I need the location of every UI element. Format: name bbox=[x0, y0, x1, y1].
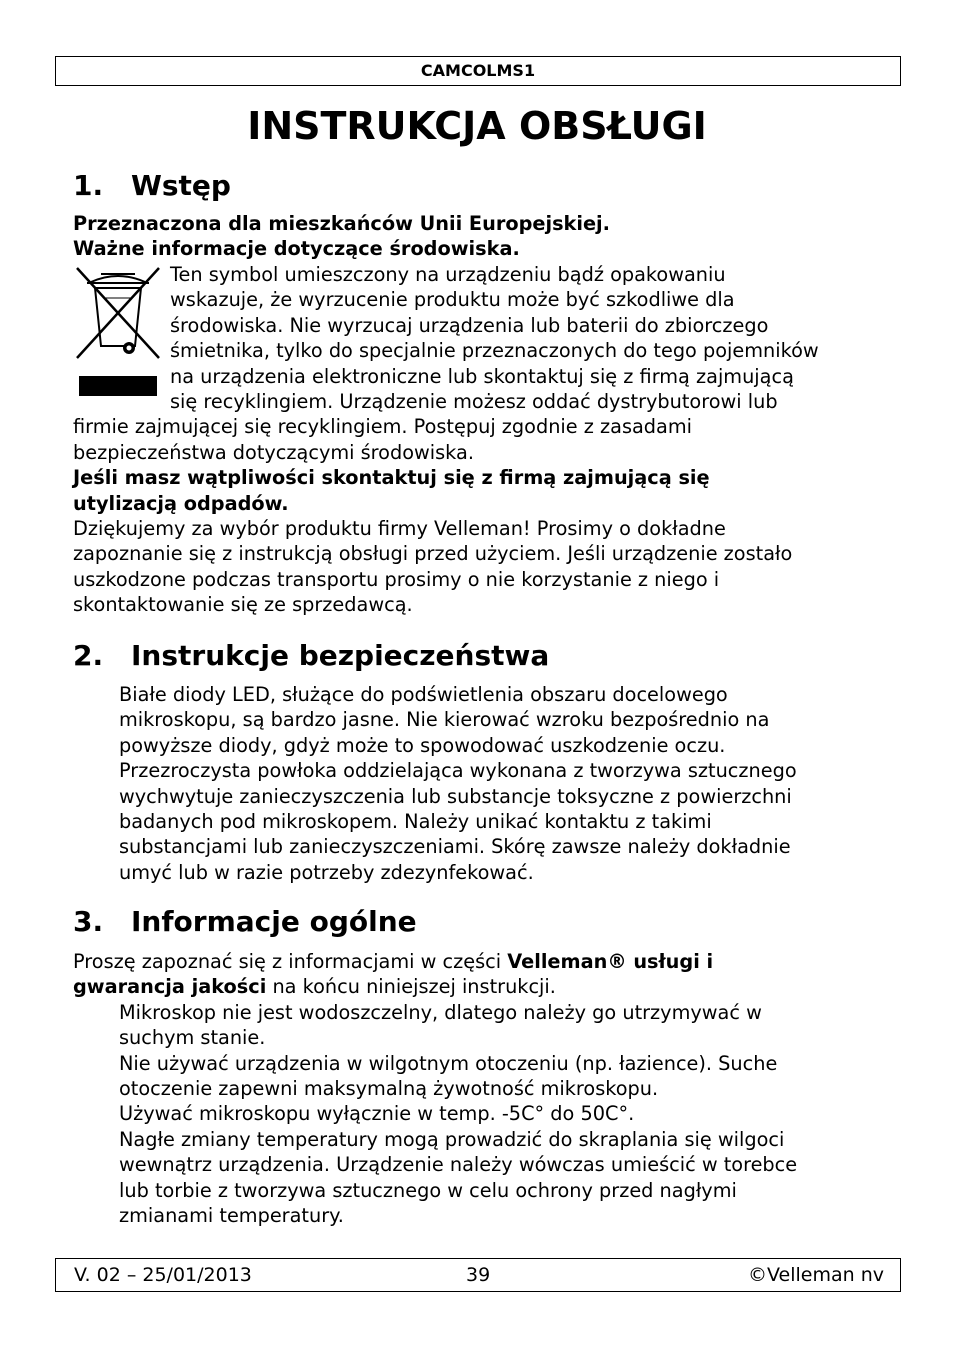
weee-text-line-4: śmietnika, tylko do specjalnie przeznaczonych do tego pojemników bbox=[170, 339, 819, 363]
thanks-line-4: skontaktowanie się ze sprzedawcą. bbox=[73, 593, 413, 617]
general-line-5: Używać mikroskopu wyłącznie w temp. -5C° do 50C°. bbox=[119, 1102, 635, 1126]
general-intro-text-b: na końcu niniejszej instrukcji. bbox=[266, 975, 556, 999]
general-intro-line-2 bbox=[73, 974, 556, 999]
footer-version: V. 02 – 25/01/2013 bbox=[74, 1264, 252, 1286]
environment-info-line: Ważne informacje dotyczące środowiska. bbox=[73, 237, 520, 261]
general-intro-bold-b: gwarancja jakości bbox=[73, 975, 267, 999]
footer bbox=[55, 1258, 901, 1292]
weee-text-line-5: na urządzenia elektroniczne lub skontaktuj się z firmą zajmującą bbox=[170, 364, 794, 388]
eu-residents-line: Przeznaczona dla mieszkańców Unii Europejskiej. bbox=[73, 212, 610, 235]
section-3-heading bbox=[73, 904, 417, 940]
general-line-6: Nagłe zmiany temperatury mogą prowadzić do skraplania się wilgoci bbox=[119, 1127, 785, 1151]
general-intro-bold-a: Velleman® usługi i bbox=[507, 950, 714, 973]
safety-line-5: wychwytuje zanieczyszczenia lub substancje toksyczne z powierzchni bbox=[119, 784, 792, 808]
weee-text-line-2: wskazuje, że wyrzucenie produktu może być szkodliwe dla bbox=[170, 288, 735, 312]
general-line-8: lub torbie z tworzywa sztucznego w celu ochrony przed nagłymi bbox=[119, 1178, 737, 1202]
thanks-line-3: uszkodzone podczas transportu prosimy o nie korzystanie z niego i bbox=[73, 567, 720, 591]
weee-text-line-3: środowiska. Nie wyrzucaj urządzenia lub baterii do zbiorczego bbox=[170, 313, 769, 337]
thanks-line-2: zapoznanie się z instrukcją obsługi przed użyciem. Jeśli urządzenie zostało bbox=[73, 542, 793, 566]
weee-text-line-8: bezpieczeństwa dotyczącymi środowiska. bbox=[73, 440, 474, 464]
safety-line-8: umyć lub w razie potrzeby zdezynfekować. bbox=[119, 860, 534, 884]
safety-line-4: Przezroczysta powłoka oddzielająca wykonana z tworzywa sztucznego bbox=[119, 759, 797, 783]
section-2-title: Instrukcje bezpieczeństwa bbox=[131, 639, 550, 672]
safety-line-7: substancjami lub zanieczyszczeniami. Skórę zawsze należy dokładnie bbox=[119, 835, 791, 859]
safety-line-2: mikroskopu, są bardzo jasne. Nie kierować wzroku bezpośrednio na bbox=[119, 708, 770, 732]
general-line-2: suchym stanie. bbox=[119, 1026, 266, 1050]
section-1-number: 1. bbox=[73, 169, 104, 202]
crossed-out-wheelie-bin-icon bbox=[73, 266, 163, 398]
safety-line-1: Białe diody LED, służące do podświetlenia obszaru docelowego bbox=[119, 683, 728, 706]
warning-line-2: utylizacją odpadów. bbox=[73, 491, 289, 515]
general-line-1: Mikroskop nie jest wodoszczelny, dlatego należy go utrzymywać w bbox=[119, 1000, 762, 1024]
section-2-heading bbox=[73, 638, 549, 674]
section-2-number: 2. bbox=[73, 639, 104, 672]
general-line-3: Nie używać urządzenia w wilgotnym otoczeniu (np. łazience). Suche bbox=[119, 1051, 778, 1075]
footer-page-number: 39 bbox=[466, 1264, 491, 1286]
header-model-box bbox=[55, 56, 901, 86]
general-line-9: zmianami temperatury. bbox=[119, 1204, 344, 1227]
general-line-4: otoczenie zapewni maksymalną żywotność mikroskopu. bbox=[119, 1077, 659, 1100]
warning-line-1: Jeśli masz wątpliwości skontaktuj się z firmą zajmującą się bbox=[73, 466, 710, 490]
general-intro-line-1 bbox=[73, 949, 713, 974]
general-intro-text-a: Proszę zapoznać się z informacjami w części bbox=[73, 950, 508, 973]
safety-line-6: badanych pod mikroskopem. Należy unikać kontaktu z takimi bbox=[119, 810, 712, 833]
page-title: INSTRUKCJA OBSŁUGI bbox=[247, 104, 707, 148]
weee-text-line-6: się recyklingiem. Urządzenie możesz oddać dystrybutorowi lub bbox=[170, 390, 778, 413]
section-3-number: 3. bbox=[73, 905, 104, 938]
weee-text-line-7: firmie zajmującej się recyklingiem. Postępuj zgodnie z zasadami bbox=[73, 415, 693, 439]
section-1-heading bbox=[73, 168, 231, 204]
thanks-line-1: Dziękujemy za wybór produktu firmy Velleman! Prosimy o dokładne bbox=[73, 517, 726, 540]
weee-text-line-1: Ten symbol umieszczony na urządzeniu bądź opakowaniu bbox=[170, 263, 726, 286]
general-line-7: wewnątrz urządzenia. Urządzenie należy wówczas umieścić w torebce bbox=[119, 1153, 798, 1177]
section-3-title: Informacje ogólne bbox=[131, 905, 417, 938]
section-1-title: Wstęp bbox=[131, 169, 231, 202]
header-model: CAMCOLMS1 bbox=[420, 61, 536, 80]
footer-copyright: ©Velleman nv bbox=[748, 1264, 884, 1286]
safety-line-3: powyższe diody, gdyż może to spowodować uszkodzenie oczu. bbox=[119, 733, 726, 757]
